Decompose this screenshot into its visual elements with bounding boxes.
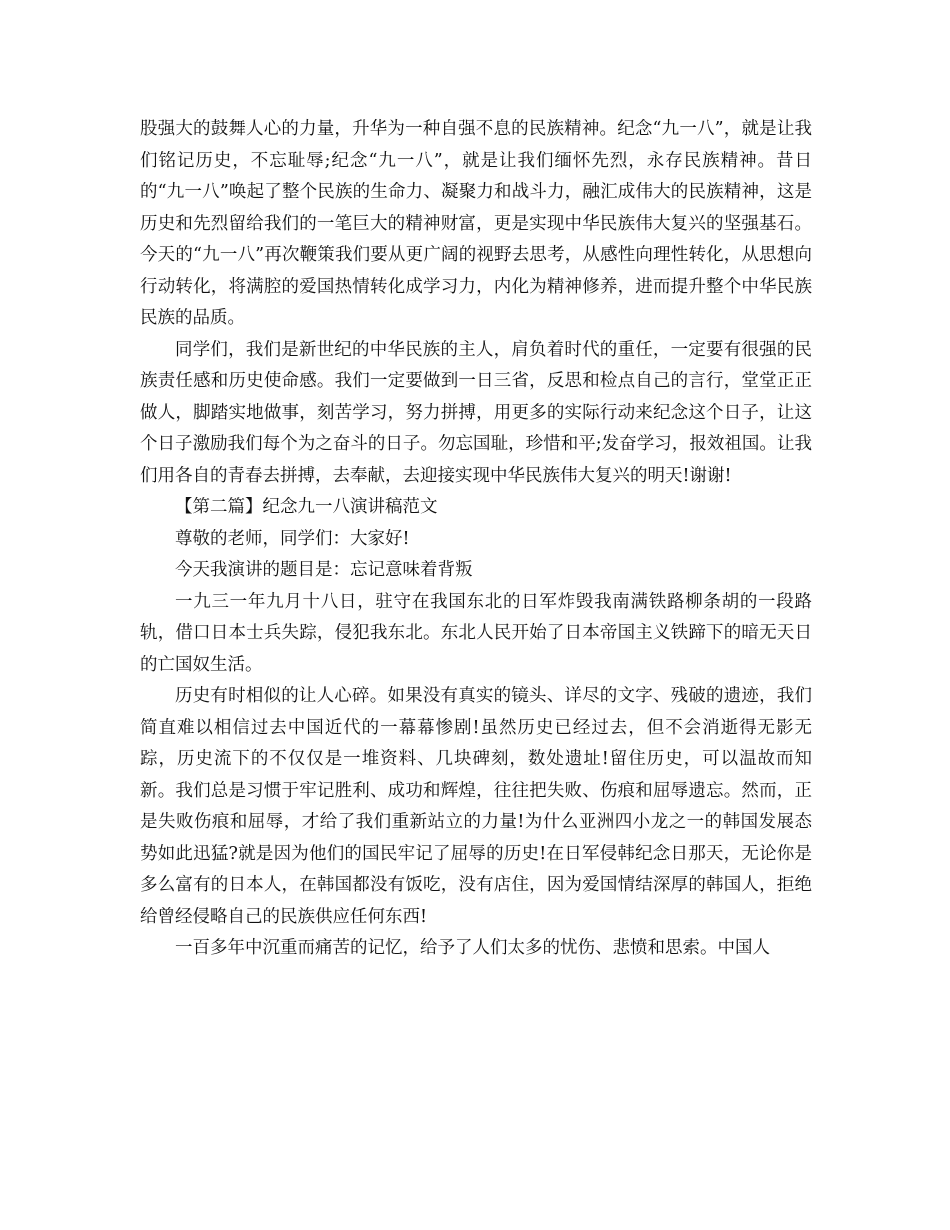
- paragraph-trailing: 一百多年中沉重而痛苦的记忆，给予了人们太多的忧伤、悲愤和思索。中国人: [175, 938, 770, 958]
- greeting: 尊敬的老师，同学们：大家好!: [175, 528, 410, 549]
- paragraph-closing: 同学们，我们是新世纪的中华民族的主人，肩负着时代的重任，一定要有很强的民族责任感和历史使命感。我们一定要做到一日三省，反思和检点自己的言行，堂堂正正做人，脚踏实地做事，刻苦学习，努力拼搏，用更多的实际行动来纪念这个日子，让这个日子激励我们每个为之奋斗的日子。勿忘国耻，珍惜和平;发奋学习，报效祖国。让我们用各自的青春去拼搏，去奉献，去迎接实现中华民族伟大复兴的明天!谢谢!: [140, 339, 812, 486]
- section-heading: 【第二篇】纪念九一八演讲稿范文: [175, 497, 438, 517]
- speech-topic: 今天我演讲的题目是：忘记意味着背叛: [175, 560, 473, 580]
- paragraph-continued: 股强大的鼓舞人心的力量，升华为一种自强不息的民族精神。纪念“九一八”，就是让我们铭记历史，不忘耻辱;纪念“九一八”，就是让我们缅怀先烈，永存民族精神。昔日的“九一八”唤起了整个民族的生命力、凝聚力和战斗力，融汇成伟大的民族精神，这是历史和先烈留给我们的一笔巨大的精神财富，更是实现中华民族伟大复兴的坚强基石。今天的“九一八”再次鞭策我们要从更广阔的视野去思考，从感性向理性转化，从思想向行动转化，将满腔的爱国热情转化成学习力，内化为精神修养，进而提升整个中华民族民族的品质。: [140, 119, 812, 328]
- paragraph-reflection: 历史有时相似的让人心碎。如果没有真实的镜头、详尽的文字、残破的遗迹，我们简直难以相信过去中国近代的一幕幕惨剧!虽然历史已经过去，但不会消逝得无影无踪，历史流下的不仅仅是一堆资料、几块碑刻，数处遗址!留住历史，可以温故而知新。我们总是习惯于牢记胜利、成功和辉煌，往往把失败、伤痕和屈辱遗忘。然而，正是失败伤痕和屈辱，才给了我们重新站立的力量!为什么亚洲四小龙之一的韩国发展态势如此迅猛?就是因为他们的国民牢记了屈辱的历史!在日军侵韩纪念日那天，无论你是多么富有的日本人，在韩国都没有饭吃，没有店住，因为爱国情结深厚的韩国人，拒绝给曾经侵略自己的民族供应任何东西!: [140, 686, 812, 927]
- paragraph-history: 一九三一年九月十八日，驻守在我国东北的日军炸毁我南满铁路柳条胡的一段路轨，借口日本士兵失踪，侵犯我东北。东北人民开始了日本帝国主义铁蹄下的暗无天日的亡国奴生活。: [140, 591, 812, 675]
- document-page: [140, 114, 812, 965]
